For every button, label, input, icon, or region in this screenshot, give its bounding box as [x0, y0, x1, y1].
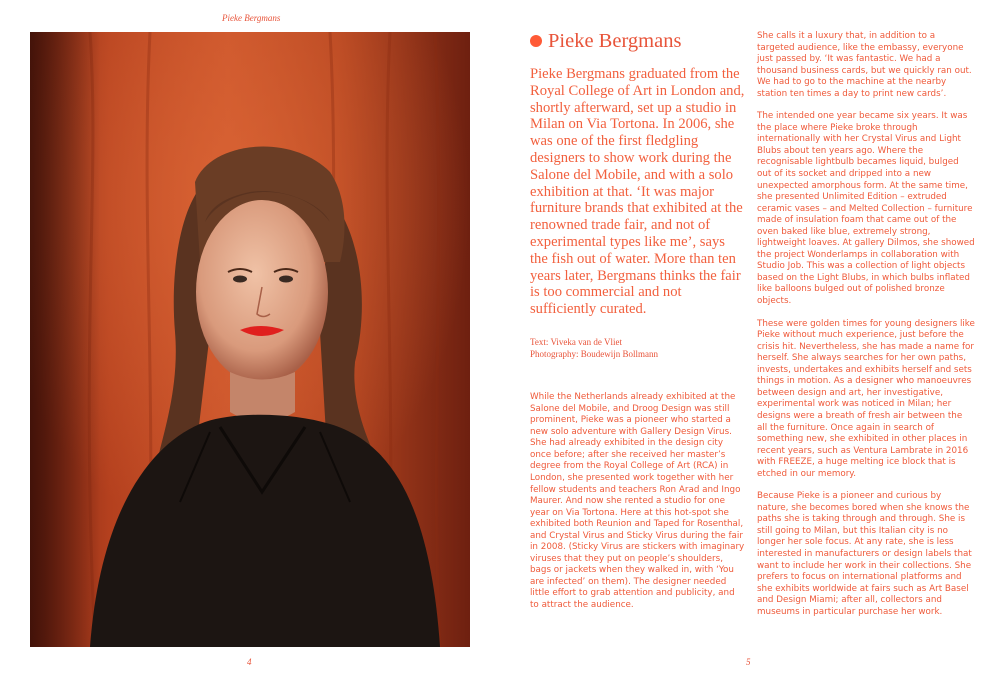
body-text-column-1	[530, 392, 745, 611]
body-paragraph: She calls it a luxury that, in addition to a targeted audience, like the embassy, everyone just passed by. ‘It was fantastic. We had a thousand business cards, but we quickly ran out. We had to go to the machine at the nearby station ten times a day to print new cards’.	[757, 31, 972, 99]
lead-paragraph: Pieke Bergmans graduated from the Royal College of Art in London and, shortly afterward, set up a studio in Milan on Via Tortona. In 2006, she was one of the first fledgling designers to show work during the Salone del Mobile, and with a solo exhibition at that. ‘It was major furniture brands that exhibited at the renowned trade fair, and not of experimental types like me’, says the fish out of water. More than ten years later, Bergmans thinks the fair is too commercial and not sufficiently curated.	[530, 66, 745, 318]
running-head: Pieke Bergmans	[222, 13, 281, 23]
credits	[530, 337, 745, 360]
bullet-dot-icon	[530, 35, 542, 47]
left-text-column	[530, 30, 745, 623]
body-paragraph: Because Pieke is a pioneer and curious by nature, she becomes bored when she knows the paths she is taking through and through. She is still going to Milan, but this Italian city is no longer her sole focus. At any rate, she is less interested in manufacturers or design labels that want to include her work in their collections. She prefers to focus on international platforms and she exhibits worldwide at fairs such as Art Basel and Design Miami; after all, collectors and museums in particular purchase her work.	[757, 491, 972, 617]
body-paragraph: While the Netherlands already exhibited at the Salone del Mobile, and Droog Design was still prominent, Pieke was a pioneer who started a new solo adventure with Gallery Design Virus. She had already exhibited in the design city once before; after she received her master’s degree from the Royal College of Art (RCA) in London, she presented work together with her fellow students and teachers Ron Arad and Ingo Maurer. And now she rented a studio for one year on Via Tortona. Here at this hot-spot she exhibited both Reunion and Taped for Rosenthal, and Crystal Virus and Sticky Virus during the fair in 2008. (Sticky Virus are stickers with imaginary viruses that they put on people’s shoulders, bags or jackets when they walked in, with ‘You are infected’ on them). The designer needed little effort to grab attention and publicity, and to attract the audience.	[530, 392, 745, 610]
body-text-column-2	[757, 31, 975, 618]
portrait-photo	[30, 32, 470, 647]
page-number-right: 5	[746, 657, 751, 667]
right-text-column	[757, 31, 975, 629]
body-paragraph: These were golden times for young designers like Pieke without much experience, just before the crisis hit. Nevertheless, she has made a name for herself. She always searches for her own paths, invests, undertakes and exhibits herself and sets things in motion. As a designer who manoeuvres between design and art, her investigative, experimental work was noticed in Milan; her designs were a breath of fresh air between the all the furniture. Once again in search of something new, she exhibited in other places in recent years, such as Ventura Lambrate in 2016 with FREEZE, a huge melting ice block that is etched in our memory.	[757, 318, 975, 479]
title-row	[530, 30, 745, 52]
photo-credit: Photography: Boudewijn Bollmann	[530, 348, 658, 359]
text-credit: Text: Viveka van de Vliet	[530, 336, 622, 347]
page-number-left: 4	[247, 657, 252, 667]
article-title: Pieke Bergmans	[548, 30, 682, 52]
body-paragraph: The intended one year became six years. It was the place where Pieke broke through internationally with her Crystal Virus and Light Blubs about ten years ago. Where the recognisable lightbulb becames liquid, bulged out of its socket and dripped into a new unexpected amorphous form. At the same time, she presented Unlimited Edition – extruded ceramic vases – and Melted Collection – furniture made of insulation foam that came out of the oven baked like blue, extremely strong, lightweight loaves. At gallery Dilmos, she showed the project Wonderlamps in collaboration with Studio Job. This was a collection of light objects based on the Light Blubs, in which bulbs inflated like balloons bulged out of polished bronze objects.	[757, 111, 975, 307]
